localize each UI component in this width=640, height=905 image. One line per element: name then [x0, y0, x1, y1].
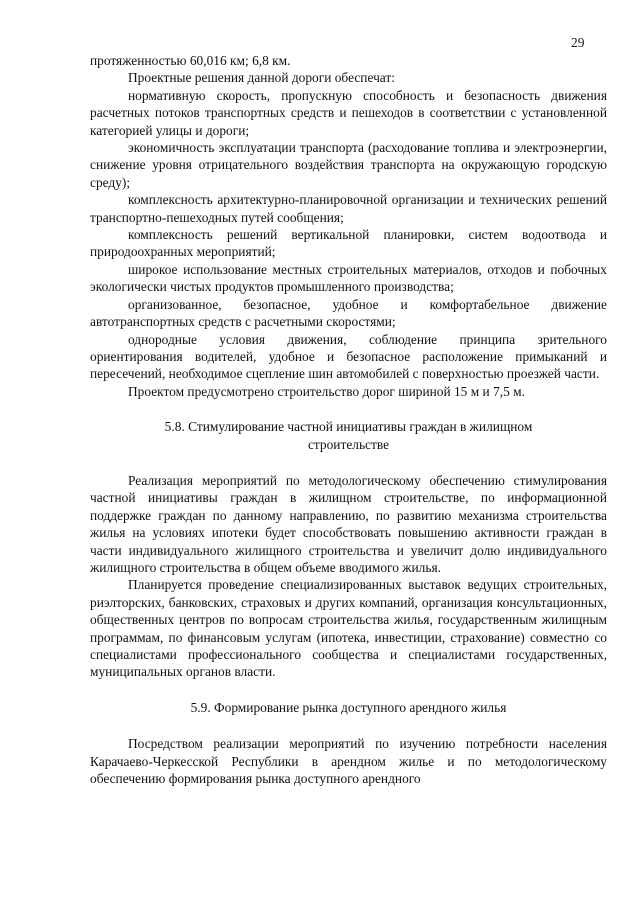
section-spacer	[90, 681, 607, 699]
section-heading-5-9: 5.9. Формирование рынка доступного арендного жилья	[190, 699, 507, 715]
list-item: комплексность архитектурно-планировочной организации и технических решений транспортно-пешеходных путей сообщения;	[90, 192, 607, 225]
section-heading-5-8: 5.8. Стимулирование частной инициативы граждан в жилищном строительстве	[164, 419, 533, 452]
paragraph: Проектом предусмотрено строительство дорог шириной 15 м и 7,5 м.	[128, 383, 525, 399]
list-item: широкое использование местных строительных материалов, отходов и побочных экологически чистых продуктов промышленного производства;	[90, 261, 607, 295]
document-body	[90, 52, 607, 787]
page-number: 29	[571, 35, 585, 50]
section-spacer	[90, 716, 607, 735]
section-spacer	[90, 400, 607, 418]
paragraph: Планируется проведение специализированных выставок ведущих строительных, риэлторских, банковских, страховых и других компаний, организация консультационных, общественных центров по вопросам строительства жилья, государственным жилищным программам, по финансовым услугам (ипотека, инвестиции, страхование) совместно со специалистами профессионального сообщества и специалистами государственных, муниципальных органов власти.	[90, 577, 607, 680]
list-item: экономичность эксплуатации транспорта (расходование топлива и электроэнергии, снижение уровня отрицательного воздействия транспорта на окружающую городскую среду);	[90, 140, 607, 190]
paragraph: Посредством реализации мероприятий по изучению потребности населения Карачаево-Черкесской Республики в арендном жилье и по методологическому обеспечению формирования рынка доступного арендного	[90, 736, 607, 787]
list-item: нормативную скорость, пропускную способность и безопасность движения расчетных потоков транспортных средств и пешеходов в соответствии с установленной категорией улицы и дороги;	[90, 87, 607, 138]
list-item: организованное, безопасное, удобное и комфортабельное движение автотранспортных средств с расчетными скоростями;	[90, 296, 607, 330]
list-item: комплексность решений вертикальной планировки, систем водоотвода и природоохранных мероприятий;	[90, 227, 607, 260]
paragraph: Проектные решения данной дороги обеспечат:	[128, 70, 395, 86]
section-spacer	[90, 453, 607, 472]
list-item: однородные условия движения, соблюдение принципа зрительного ориентирования водителей, удобное и безопасное расположение примыканий и пересечений, необходимое сцепление шин автомобилей с поверхностью проезжей части.	[90, 331, 607, 382]
paragraph: Реализация мероприятий по методологическому обеспечению стимулирования частной инициативы граждан в жилищном строительстве, по информационной поддержке граждан по данному направлению, по развитию механизма строительства жилья на условиях ипотеки будет способствовать повышению активности граждан в части индивидуального жилищного строительства и увеличит долю индивидуального жилищного строительства в общем объеме вводимого жилья.	[90, 472, 607, 575]
paragraph: протяженностью 60,016 км; 6,8 км.	[90, 53, 291, 68]
